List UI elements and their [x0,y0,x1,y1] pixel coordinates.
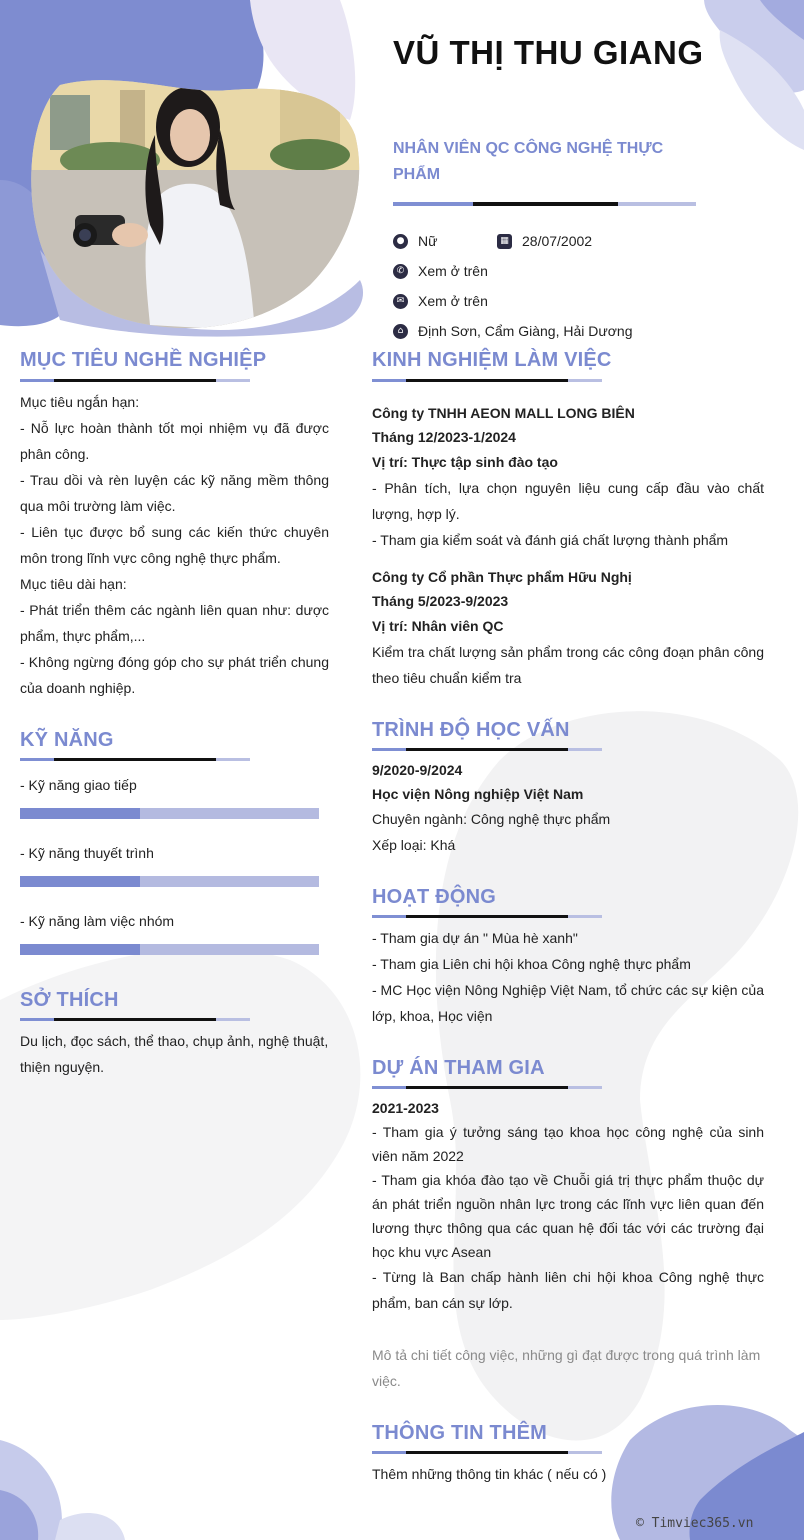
job-position: Vị trí: Nhân viên QC [372,618,504,634]
watermark: © Timviec365.vn [636,1516,754,1531]
activity-item: - Tham gia dự án " Mùa hè xanh" [372,930,578,946]
hobbies-title: SỞ THÍCH [20,989,119,1011]
activities-list [372,925,764,1029]
education-school: Học viện Nông nghiệp Việt Nam [372,786,584,802]
experience-underline [372,379,602,382]
objective-underline [20,379,250,382]
hobbies-underline [20,1018,250,1021]
calendar-icon: ▦ [497,234,512,249]
email-row [393,291,488,311]
projects-placeholder: Mô tả chi tiết công việc, những gì đạt được trong quá trình làm việc. [372,1347,761,1389]
skills-underline [20,758,250,761]
home-icon: ⌂ [393,324,408,339]
education-major: Chuyên ngành: Công nghệ thực phẩm [372,811,611,827]
job-period: Tháng 5/2023-9/2023 [372,593,509,609]
job-detail: - Tham gia kiểm soát và đánh giá chất lượng thành phẩm [372,532,729,548]
candidate-name: VŨ THỊ THU GIANG [393,34,704,71]
title-underline [393,202,696,206]
projects-block [372,1096,764,1316]
education-title: TRÌNH ĐỘ HỌC VẤN [372,719,570,741]
objective-line: - Không ngừng đóng góp cho sự phát triển chung của doanh nghiệp. [20,654,329,696]
skill-bar [20,876,319,887]
phone-value: Xem ở trên [418,263,488,279]
birthdate-row [497,231,592,251]
additional-underline [372,1451,602,1454]
objective-line: - Trau dồi và rèn luyện các kỹ năng mềm thông qua môi trường làm việc. [20,472,329,514]
skill-bar [20,944,319,955]
job-position: Vị trí: Thực tập sinh đào tạo [372,454,558,470]
job-detail: Kiểm tra chất lượng sản phẩm trong các công đoạn phân công theo tiêu chuẩn kiểm tra [372,644,764,686]
skills-title: KỸ NĂNG [20,729,114,751]
objective-line: - Nỗ lực hoàn thành tốt mọi nhiệm vụ đã được phân công. [20,420,329,462]
phone-icon: ✆ [393,264,408,279]
skill-level-fill [20,876,140,887]
objective-line: Mục tiêu ngắn hạn: [20,394,140,410]
additional-text: Thêm những thông tin khác ( nếu có ) [372,1466,607,1482]
projects-underline [372,1086,602,1089]
objective-text [20,389,329,701]
hobbies-text: Du lịch, đọc sách, thể thao, chụp ảnh, nghệ thuật, thiện nguyện. [20,1033,329,1075]
skill-label: - Kỹ năng làm việc nhóm [20,913,175,929]
job-company: Công ty TNHH AEON MALL LONG BIÊN [372,405,635,421]
skill-level-fill [20,944,140,955]
activity-item: - MC Học viện Nông Nghiệp Việt Nam, tổ chức các sự kiện của lớp, khoa, Học viện [372,982,764,1024]
job-period: Tháng 12/2023-1/2024 [372,429,516,445]
job-detail: - Phân tích, lựa chọn nguyên liệu cung cấp đầu vào chất lượng, hợp lý. [372,480,764,522]
education-period: 9/2020-9/2024 [372,762,463,778]
objective-line: - Phát triển thêm các ngành liên quan như: dược phẩm, thực phẩm,... [20,602,329,644]
projects-period: 2021-2023 [372,1100,439,1116]
job-company: Công ty Cổ phần Thực phẩm Hữu Nghị [372,569,632,585]
experience-title: KINH NGHIỆM LÀM VIỆC [372,349,612,371]
additional-title: THÔNG TIN THÊM [372,1422,548,1444]
project-item: - Từng là Ban chấp hành liên chi hội khoa Công nghệ thực phẩm, ban cán sự lớp. [372,1269,764,1311]
envelope-icon: ✉ [393,294,408,309]
user-icon: ● [393,234,408,249]
skill-level-fill [20,808,140,819]
experience-job [372,565,764,691]
education-block [372,758,764,858]
skill-label: - Kỹ năng thuyết trình [20,845,154,861]
activities-underline [372,915,602,918]
objective-title: MỤC TIÊU NGHỀ NGHIỆP [20,349,267,371]
phone-row [393,261,488,281]
activity-item: - Tham gia Liên chi hội khoa Công nghệ thực phẩm [372,956,691,972]
experience-job [372,401,764,553]
education-underline [372,748,602,751]
objective-line: Mục tiêu dài hạn: [20,576,127,592]
skill-bar [20,808,319,819]
profile-photo [30,75,362,331]
job-title: NHÂN VIÊN QC CÔNG NGHỆ THỰC PHẨM [393,140,664,183]
education-grade: Xếp loại: Khá [372,837,456,853]
activities-title: HOẠT ĐỘNG [372,886,497,908]
email-value: Xem ở trên [418,293,488,309]
gender-value: Nữ [418,233,438,249]
project-item: - Tham gia ý tưởng sáng tạo khoa học công nghệ của sinh viên năm 2022 [372,1124,764,1164]
skill-label: - Kỹ năng giao tiếp [20,777,137,793]
address-value: Định Sơn, Cẩm Giàng, Hải Dương [418,323,633,339]
project-item: - Tham gia khóa đào tạo về Chuỗi giá trị thực phẩm thuộc dự án phát triển nguồn nhân lực trong các lĩnh vực liên quan đến lương thực thông qua các quan hệ đối tác với các trường đại học khu vực Asean [372,1172,764,1260]
objective-line: - Liên tục được bổ sung các kiến thức chuyên môn trong lĩnh vực công nghệ thực phẩm. [20,524,329,566]
address-row [393,321,632,341]
projects-title: DỰ ÁN THAM GIA [372,1057,545,1079]
gender-row [393,231,437,251]
birthdate-value: 28/07/2002 [522,233,593,249]
